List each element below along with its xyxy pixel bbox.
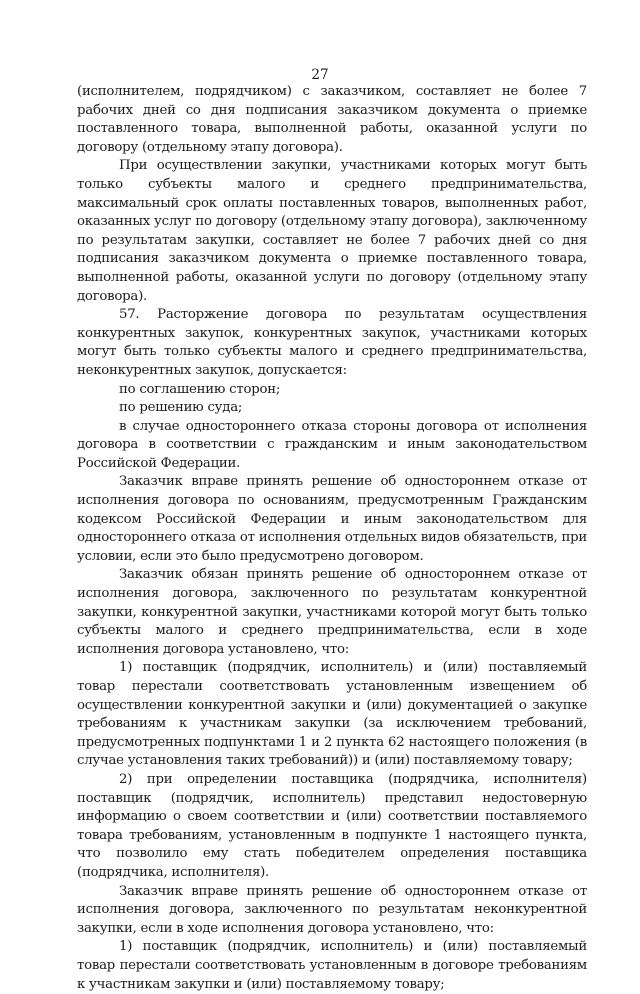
paragraph-unilateral-refusal: в случае одностороннего отказа стороны договора от исполнения договора в соответствии с гражданским и иным законодательством Российской Федерации. [77, 418, 587, 471]
document-body [77, 83, 587, 994]
paragraph-smb-payment-term: При осуществлении закупки, участниками которых могут быть только субъекты малого и среднего предпринимательства, максимальный срок оплаты поставленных товаров, выполненных работ, оказанных услуг по договору (отдельному этапу договора), заключенному по результатам закупки, составляет не более 7 рабочих дней со дня подписания заказчиком документа о приемке поставленного товара, выполненной работы, оказанной услуги по договору (отдельному этапу договора). [77, 158, 587, 304]
paragraph-subitem-1-competitive: 1) поставщик (подрядчик, исполнитель) и (или) поставляемый товар перестали соответствовать установленным извещением об осуществлении конкурентной закупки и (или) документацией о закупке требованиям к участникам закупки (за исключением требований, предусмотренных подпунктами 1 и 2 пункта 62 настоящего положения (в случае установления таких требований)) и (или) поставляемому товару; [77, 660, 587, 769]
list-item-agreement: по соглашению сторон; [119, 381, 281, 397]
paragraph-clause-57: 57. Расторжение договора по результатам осуществления конкурентных закупок, конкурентных закупок, участниками которых могут быть только субъекты малого и среднего предпринимательства, неконкурентных закупок, допускается: [77, 307, 587, 378]
page-number: 27 [311, 67, 329, 83]
paragraph-customer-may-refuse: Заказчик вправе принять решение об одностороннем отказе от исполнения договора по основаниям, предусмотренным Гражданским кодексом Российской Федерации и иным законодательством для одностороннего отказа от исполнения отдельных видов обязательств, при условии, если это было предусмотрено договором. [77, 474, 587, 564]
list-item-court: по решению суда; [119, 400, 243, 416]
paragraph-subitem-2-competitive: 2) при определении поставщика (подрядчика, исполнителя) поставщик (подрядчик, исполнитель) представил недостоверную информацию о своем соответствии и (или) соответствии поставляемого товара требованиям, установленным в подпункте 1 настоящего пункта, что позволило ему стать победителем определения поставщика (подрядчика, исполнителя). [77, 771, 587, 880]
paragraph-continuation: (исполнителем, подрядчиком) с заказчиком, составляет не более 7 рабочих дней со дня подписания заказчиком документа о приемке поставленного товара, выполненной работы, оказанной услуги по договору (отдельному этапу договора). [77, 84, 587, 155]
paragraph-subitem-1-noncompetitive: 1) поставщик (подрядчик, исполнитель) и (или) поставляемый товар перестали соответствовать установленным в договоре требованиям к участникам закупки и (или) поставляемому товару; [77, 939, 587, 992]
paragraph-customer-must-refuse: Заказчик обязан принять решение об одностороннем отказе от исполнения договора, заключенного по результатам конкурентной закупки, конкурентной закупки, участниками которой могут быть только субъекты малого и среднего предпринимательства, если в ходе исполнения договора установлено, что: [77, 567, 587, 657]
paragraph-noncompetitive-refusal: Заказчик вправе принять решение об одностороннем отказе от исполнения договора, заключенного по результатам неконкурентной закупки, если в ходе исполнения договора установлено, что: [77, 883, 587, 936]
